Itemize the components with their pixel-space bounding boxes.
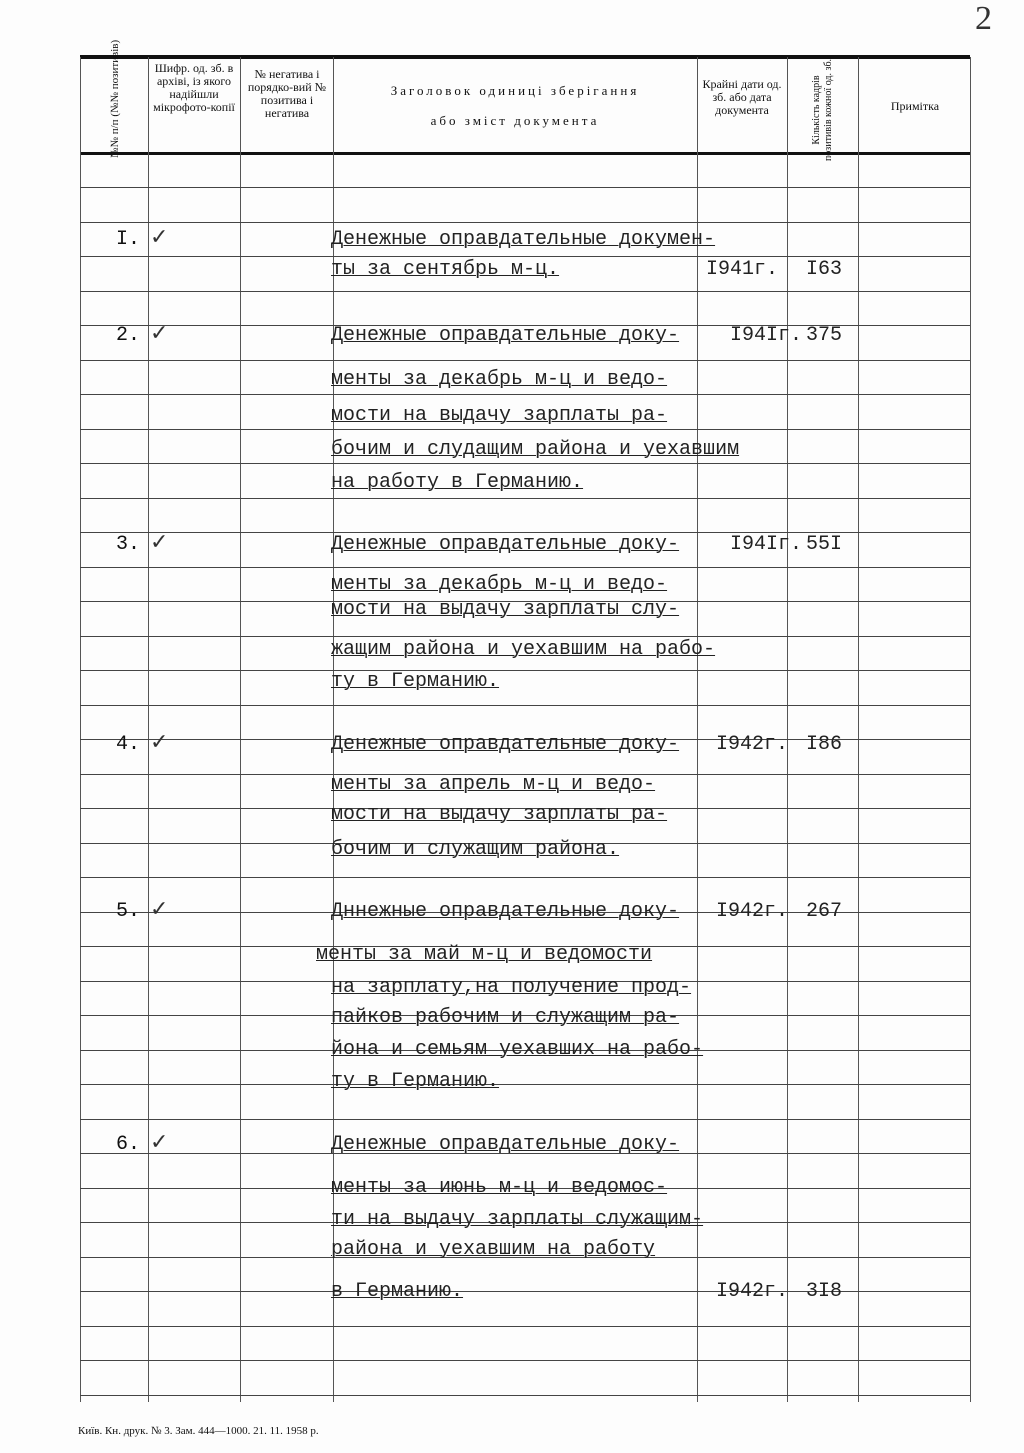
entry-text-line: бочим и служащим района.	[331, 838, 620, 861]
row-rule	[80, 1395, 970, 1396]
entry-text-line: на зарплату,на получение прод-	[331, 976, 692, 999]
row-rule	[80, 567, 970, 568]
row-rule	[80, 187, 970, 188]
header-dates: Крайні дати од. зб. або дата документа	[702, 77, 782, 117]
row-rule	[80, 360, 970, 361]
column-rule	[697, 57, 698, 1402]
entry-frame-count: 55I	[806, 533, 843, 556]
header-title-2: або зміст документа	[430, 113, 600, 128]
entry-date: I942г.	[716, 900, 789, 923]
entry-date: I94Iг.	[730, 324, 803, 347]
entry-text-line: йона и семьям уехавших на рабо-	[331, 1038, 704, 1061]
entry-text-line: пайков рабочим и служащим ра-	[331, 1006, 680, 1029]
row-rule	[80, 222, 970, 223]
column-rule	[970, 57, 971, 1402]
header-negative: № негатива і порядко-вий № позитива і негатива	[247, 67, 327, 120]
entry-frame-count: 375	[806, 324, 843, 347]
header-cipher: Шифр. од. зб. в архіві, із якого надійшли мікрофото-копії	[153, 61, 235, 114]
entry-date: I94Iг.	[730, 533, 803, 556]
entry-text-line: Денежные оправдательные доку-	[331, 1133, 680, 1156]
page-number: 2	[975, 0, 992, 37]
entry-text-line: ту в Германию.	[331, 1070, 500, 1093]
entry-text-line: мости на выдачу зарплаты ра-	[331, 803, 668, 826]
header-note: Примітка	[890, 99, 940, 113]
column-rule	[858, 57, 859, 1402]
column-rule	[148, 57, 149, 1402]
header-title-1: Заголовок одиниці зберігання	[390, 83, 640, 98]
row-rule	[80, 1119, 970, 1120]
checkmark-icon: ✓	[150, 1129, 169, 1154]
entry-number: 2.	[115, 324, 140, 347]
checkmark-icon: ✓	[150, 224, 169, 249]
entry-number: 5.	[115, 900, 140, 923]
entry-text-line: в Германию.	[331, 1280, 464, 1303]
row-rule	[80, 291, 970, 292]
column-rule	[80, 57, 81, 1402]
row-rule	[80, 429, 970, 430]
row-rule	[80, 1084, 970, 1085]
entry-date: I942г.	[716, 1280, 789, 1303]
row-rule	[80, 256, 970, 257]
entry-frame-count: I86	[806, 733, 843, 756]
entry-number: 4.	[115, 733, 140, 756]
entry-text-line: менты за декабрь м-ц и ведо-	[331, 368, 668, 391]
row-rule	[80, 636, 970, 637]
entry-text-line: бочим и слудащим района и уехавшим	[331, 438, 740, 461]
entry-text-line: Денежные оправдательные докумен-	[331, 228, 716, 251]
entry-text-line: менты за декабрь м-ц и ведо-	[331, 573, 668, 596]
entry-frame-count: I63	[806, 258, 843, 281]
printer-footer: Київ. Кн. друк. № 3. Зам. 444—1000. 21. 11. 1958 р.	[78, 1425, 319, 1437]
column-rule	[787, 57, 788, 1402]
entry-number: I.	[115, 228, 140, 251]
entry-frame-count: 267	[806, 900, 843, 923]
entry-text-line: Денежные оправдательные доку-	[331, 733, 680, 756]
checkmark-icon: ✓	[150, 729, 169, 754]
entry-frame-count: 3I8	[806, 1280, 843, 1303]
header-frames: Кількість кадрів позитивів кожної од. зб.	[811, 58, 834, 162]
entry-text-line: мости на выдачу зарплаты слу-	[331, 598, 680, 621]
entry-date: I942г.	[716, 733, 789, 756]
entry-text-line: Дннежные оправдательные доку-	[331, 900, 680, 923]
entry-number: 6.	[115, 1133, 140, 1156]
entry-text-line: района и уехавшим на работу	[331, 1238, 656, 1261]
entry-number: 3.	[115, 533, 140, 556]
entry-text-line: менты за май м-ц и ведомости	[316, 943, 653, 966]
checkmark-icon: ✓	[150, 320, 169, 345]
row-rule	[80, 463, 970, 464]
row-rule	[80, 877, 970, 878]
row-rule	[80, 498, 970, 499]
checkmark-icon: ✓	[150, 896, 169, 921]
row-rule	[80, 1360, 970, 1361]
entry-text-line: жащим района и уехавшим на рабо-	[331, 638, 716, 661]
entry-text-line: менты за июнь м-ц и ведомос-	[331, 1176, 668, 1199]
top-rule	[80, 55, 970, 59]
header-num: №№ п/п (№№ позитивів)	[109, 39, 121, 158]
row-rule	[80, 394, 970, 395]
row-rule	[80, 1326, 970, 1327]
entry-text-line: Денежные оправдательные доку-	[331, 533, 680, 556]
entry-text-line: ту в Германию.	[331, 670, 500, 693]
entry-text-line: менты за апрель м-ц и ведо-	[331, 773, 656, 796]
checkmark-icon: ✓	[150, 529, 169, 554]
column-rule	[240, 57, 241, 1402]
entry-text-line: Денежные оправдательные доку-	[331, 324, 680, 347]
entry-text-line: мости на выдачу зарплаты ра-	[331, 404, 668, 427]
entry-date: I941г.	[706, 258, 779, 281]
entry-text-line: ти на выдачу зарплаты служащим-	[331, 1208, 704, 1231]
entry-text-line: на работу в Германию.	[331, 471, 584, 494]
entry-text-line: ты за сентябрь м-ц.	[331, 258, 560, 281]
row-rule	[80, 705, 970, 706]
row-rule	[80, 670, 970, 671]
header-rule	[80, 152, 970, 155]
